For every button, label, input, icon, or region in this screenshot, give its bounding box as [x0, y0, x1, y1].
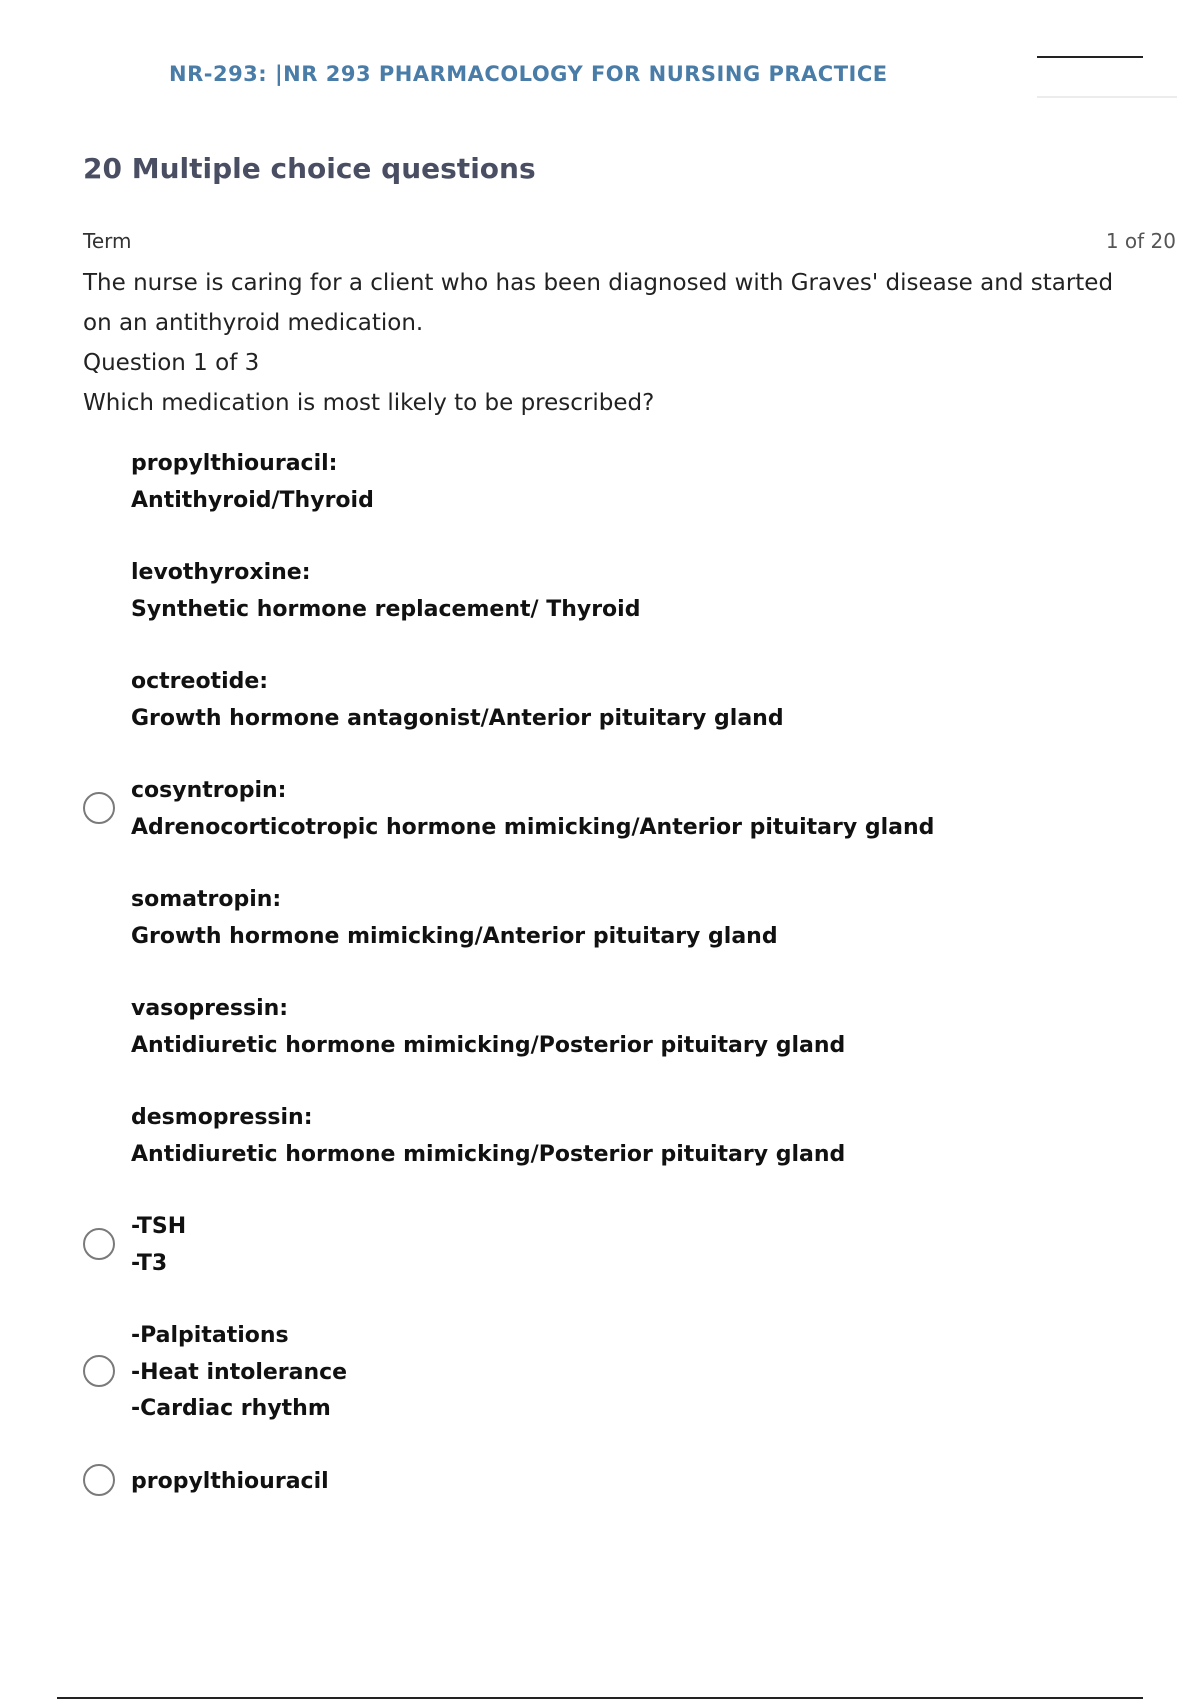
option-term: propylthiouracil: [131, 1468, 329, 1494]
question-block: [83, 263, 1143, 423]
answer-option[interactable]: [83, 1464, 1143, 1501]
option-detail: Antidiuretic hormone mimicking/Posterior pituitary gland: [131, 1032, 846, 1058]
option-detail: Synthetic hormone replacement/ Thyroid: [131, 596, 641, 622]
question-sub-count: Question 1 of 3: [83, 350, 260, 376]
option-term: desmopressin:: [131, 1105, 313, 1130]
answer-options-list: [83, 446, 1143, 1536]
footer-rule: [57, 1697, 1143, 1699]
option-term: octreotide:: [131, 669, 269, 694]
question-prompt: Which medication is most likely to be prescribed?: [83, 390, 655, 416]
header-rule-faint: [1037, 96, 1177, 98]
answer-option[interactable]: [83, 882, 1143, 955]
option-detail: Adrenocorticotropic hormone mimicking/Anterior pituitary gland: [131, 814, 935, 840]
course-title: NR-293: |NR 293 PHARMACOLOGY FOR NURSING PRACTICE: [169, 62, 888, 86]
option-term: -Palpitations: [131, 1323, 289, 1348]
option-detail: Antidiuretic hormone mimicking/Posterior pituitary gland: [131, 1141, 846, 1167]
term-counter: 1 of 20: [1105, 229, 1176, 253]
term-label: Term: [83, 229, 132, 253]
option-detail: -Cardiac rhythm: [131, 1396, 331, 1421]
option-detail: Growth hormone antagonist/Anterior pituitary gland: [131, 705, 784, 731]
answer-option[interactable]: [83, 773, 1143, 846]
quiz-title: 20 Multiple choice questions: [83, 152, 536, 185]
option-detail: -Heat intolerance: [131, 1359, 348, 1385]
answer-option[interactable]: [83, 1209, 1143, 1282]
answer-option[interactable]: [83, 664, 1143, 737]
radio-button[interactable]: [83, 792, 115, 824]
answer-option[interactable]: [83, 555, 1143, 628]
option-term: -TSH: [131, 1214, 187, 1239]
radio-button[interactable]: [83, 1355, 115, 1387]
answer-option[interactable]: [83, 1318, 1143, 1428]
radio-button[interactable]: [83, 1228, 115, 1260]
answer-option[interactable]: [83, 1100, 1143, 1173]
option-term: vasopressin:: [131, 996, 289, 1021]
option-detail: Antithyroid/Thyroid: [131, 487, 374, 513]
header-rule: [1037, 56, 1143, 58]
option-term: levothyroxine:: [131, 560, 311, 585]
option-detail: -T3: [131, 1250, 168, 1276]
radio-button[interactable]: [83, 1464, 115, 1496]
option-detail: Growth hormone mimicking/Anterior pituitary gland: [131, 923, 778, 949]
answer-option[interactable]: [83, 446, 1143, 519]
question-stem: The nurse is caring for a client who has been diagnosed with Graves' disease and started on an antithyroid medication.: [83, 270, 1114, 336]
option-term: propylthiouracil:: [131, 451, 338, 476]
option-term: cosyntropin:: [131, 778, 287, 803]
option-term: somatropin:: [131, 887, 282, 912]
answer-option[interactable]: [83, 991, 1143, 1064]
